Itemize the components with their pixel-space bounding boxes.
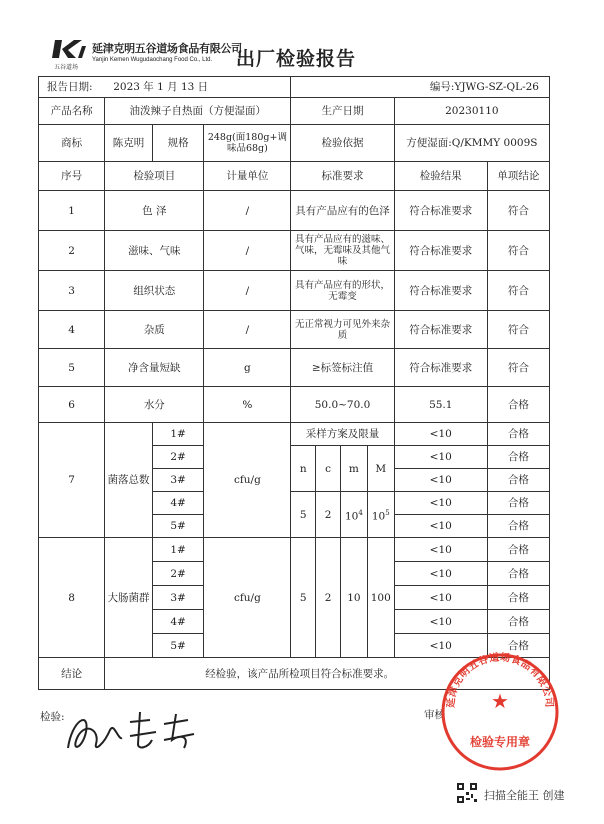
brand-value: 陈克明 [105,125,153,162]
col-result: 检验结果 [394,162,487,191]
sample-result: <10 [394,586,487,610]
product-name-row [39,98,550,125]
sample-result: <10 [394,634,487,658]
sample-id: 3# [152,586,204,610]
serial-number: 编号:YJWG-SZ-QL-26 [291,77,550,98]
item-unit: / [204,271,291,311]
sample-id: 2# [152,562,204,586]
report-date: 2023 年 1 月 13 日 [113,81,209,93]
item-unit: / [204,191,291,231]
plan-c: 2 [316,492,341,538]
svg-text:★: ★ [491,689,509,713]
plan-m [340,492,367,538]
item-unit: cfu/g [204,538,291,658]
micro-sample-row [39,538,550,562]
item-unit: % [204,387,291,423]
company-name-en: Yanjin Kemen Wugudaochang Food Co., Ltd. [92,57,213,63]
report-title: 出厂检验报告 [236,48,357,70]
sample-verdict: 合格 [487,562,549,586]
item-result: 符合标准要求 [394,311,487,349]
plan-n: 5 [291,538,316,658]
plan-m-base: 10 [344,510,359,523]
item-verdict: 符合 [487,231,549,271]
report-date-row [39,77,550,98]
prod-date-label: 生产日期 [291,98,394,125]
sample-id: 2# [152,446,204,469]
sampling-plan-label: 采样方案及限量 [291,423,394,446]
item-no: 6 [39,387,105,423]
item-result: 符合标准要求 [394,349,487,387]
sample-id: 5# [152,634,204,658]
table-row [39,191,550,231]
sample-result: <10 [394,492,487,515]
sample-result: <10 [394,469,487,492]
brand-row [39,125,550,162]
sample-result: <10 [394,610,487,634]
item-name: 水分 [105,387,204,423]
table-row [39,271,550,311]
col-no: 序号 [39,162,105,191]
item-verdict: 合格 [487,387,549,423]
item-result: 符合标准要求 [394,271,487,311]
sample-verdict: 合格 [487,610,549,634]
sample-result: <10 [394,446,487,469]
plan-n-head: n [291,446,316,492]
sample-verdict: 合格 [487,423,549,446]
item-result: 55.1 [394,387,487,423]
sample-id: 1# [152,423,204,446]
sample-result: <10 [394,423,487,446]
plan-m-exp: 4 [358,508,363,517]
col-item: 检验项目 [105,162,204,191]
item-name: 净含量短缺 [105,349,204,387]
item-name: 组织状态 [105,271,204,311]
sample-verdict: 合格 [487,538,549,562]
sample-verdict: 合格 [487,446,549,469]
sample-verdict: 合格 [487,469,549,492]
sample-verdict: 合格 [487,634,549,658]
conclusion-text: 经检验，该产品所检项目符合标准要求。 [105,658,550,690]
reviewer-label: 审核 [424,709,445,721]
sample-verdict: 合格 [487,515,549,538]
plan-M-exp: 5 [385,508,390,517]
sample-id: 3# [152,469,204,492]
plan-M-base: 10 [371,510,386,523]
item-no: 8 [39,538,105,658]
item-no: 7 [39,423,105,538]
item-unit: cfu/g [204,423,291,538]
item-name: 色 泽 [105,191,204,231]
sample-result: <10 [394,562,487,586]
prod-date: 20230110 [394,98,549,125]
seal-stamp-icon [438,650,562,774]
sample-result: <10 [394,538,487,562]
stamp-bottom-text: 检验专用章 [469,735,531,749]
plan-c: 2 [316,538,341,658]
item-no: 2 [39,231,105,271]
basis-value: 方便湿面:Q/KMMY 0009S [394,125,549,162]
item-standard: 具有产品应有的形状，无霉变 [291,271,394,311]
company-logo-icon [52,38,88,60]
inspector-label: 检验: [40,711,65,723]
item-verdict: 符合 [487,311,549,349]
col-verdict: 单项结论 [487,162,549,191]
item-no: 5 [39,349,105,387]
company-name-cn: 延津克明五谷道场食品有限公司 [92,42,242,55]
item-result: 符合标准要求 [394,231,487,271]
item-no: 4 [39,311,105,349]
sample-id: 4# [152,610,204,634]
spec-label: 规格 [152,125,204,162]
plan-c-head: c [316,446,341,492]
item-name: 菌落总数 [105,423,153,538]
item-name: 杂质 [105,311,204,349]
plan-m-head: m [340,446,367,492]
item-no: 1 [39,191,105,231]
micro-sample-row [39,423,550,446]
item-unit: / [204,311,291,349]
inspection-table [38,76,550,690]
product-name: 油泼辣子自热面（方便湿面） [105,98,291,125]
sample-id: 5# [152,515,204,538]
basis-label: 检验依据 [291,125,394,162]
item-name: 大肠菌群 [105,538,153,658]
sample-id: 4# [152,492,204,515]
item-unit: / [204,231,291,271]
stamp-text: 延津克明五谷道场食品有限公司 [445,652,555,709]
item-no: 3 [39,271,105,311]
item-standard: 具有产品应有的滋味、气味，无霉味及其他气味 [291,231,394,271]
item-standard: 50.0~70.0 [291,387,394,423]
plan-M-head: M [367,446,394,492]
sample-verdict: 合格 [487,492,549,515]
table-row [39,231,550,271]
conclusion-label: 结论 [39,658,105,690]
item-unit: g [204,349,291,387]
item-standard: 无正常视力可见外来杂质 [291,311,394,349]
sample-result: <10 [394,515,487,538]
qr-code-icon [456,782,478,804]
table-row [39,349,550,387]
report-date-label: 报告日期: [47,81,93,93]
plan-n: 5 [291,492,316,538]
item-verdict: 符合 [487,349,549,387]
item-name: 滋味、气味 [105,231,204,271]
spec-value: 248g(面180g+调味品68g) [204,125,291,162]
product-name-label: 产品名称 [39,98,105,125]
plan-m: 10 [340,538,367,658]
brand-label: 商标 [39,125,105,162]
column-header-row [39,162,550,191]
item-verdict: 符合 [487,191,549,231]
sample-id: 1# [152,538,204,562]
item-result: 符合标准要求 [394,191,487,231]
table-row [39,387,550,423]
inspector-signature [60,700,220,760]
plan-M [367,492,394,538]
company-brand-sub: 五谷道场 [54,64,79,71]
item-standard: ≥标签标注值 [291,349,394,387]
sample-verdict: 合格 [487,586,549,610]
item-standard: 具有产品应有的色泽 [291,191,394,231]
col-standard: 标准要求 [291,162,394,191]
item-verdict: 符合 [487,271,549,311]
col-unit: 计量单位 [204,162,291,191]
plan-M: 100 [367,538,394,658]
table-row [39,311,550,349]
scanner-watermark: 扫描全能王 创建 [484,789,565,802]
